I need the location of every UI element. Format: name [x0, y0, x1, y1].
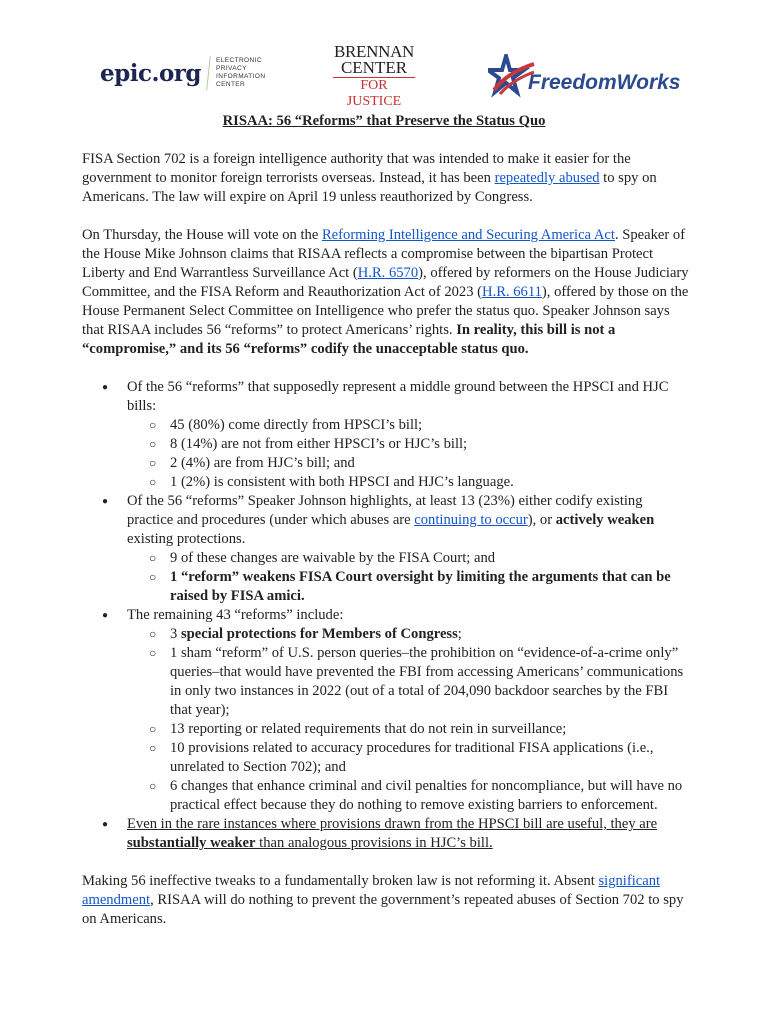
text-run: On Thursday, the House will vote on the — [82, 227, 322, 243]
text-run: 6 changes that enhance criminal and civil penalties for noncompliance, but will have no practical effect because they do nothing to remove existing barriers to enforcement. — [170, 778, 683, 813]
text-run: 8 (14%) are not from either HPSCI’s or HJC’s bill; — [170, 436, 468, 452]
list-item-text — [127, 815, 692, 853]
list-item — [82, 378, 692, 492]
inline-link[interactable]: H.R. 6611 — [482, 284, 542, 300]
list-item-text — [127, 378, 692, 416]
bold-text: In reality, this bill is not a “compromise,” and its 56 “reforms” codify the unacceptable status quo. — [82, 322, 616, 357]
inline-link[interactable]: repeatedly abused — [494, 170, 600, 186]
brennan-line2: CENTER — [333, 60, 415, 78]
text-run: ), offered by those on the House Permanent Select Committee on Intelligence who prefer the status quo. Speaker Johnson says that RISAA includes 56 “reforms” to protect Americans’ rights. — [82, 284, 689, 338]
sub-list-item — [127, 454, 692, 473]
sub-list — [127, 625, 692, 815]
text-run: existing protections. — [127, 531, 246, 547]
text-run: . Speaker of the House Mike Johnson claims that RISAA reflects a compromise between the bipartisan Protect Liberty and End Warrantless Surveillance Act ( — [82, 227, 686, 281]
text-run: ), offered by reformers on the House Judiciary Committee, and the FISA Reform and Reauthorization Act of 2023 ( — [82, 265, 689, 300]
epic-logo — [100, 56, 265, 90]
sub-list — [127, 416, 692, 492]
list-item — [82, 492, 692, 606]
inline-link[interactable]: continuing to occur — [414, 512, 528, 528]
text-run: ), or — [527, 512, 556, 528]
document-title: RISAA: 56 “Reforms” that Preserve the Status Quo — [222, 113, 546, 129]
text-run: 1 (2%) is consistent with both HPSCI and HJC’s language. — [170, 474, 514, 490]
tagline-line: ELECTRONIC — [216, 57, 262, 64]
sub-list — [127, 549, 692, 606]
logo-bar — [0, 42, 768, 109]
epic-logo-tagline — [216, 57, 265, 89]
text-run: Even in the rare instances where provisions drawn from the HPSCI bill are useful, they are — [127, 816, 658, 832]
freedomworks-logo — [488, 54, 681, 98]
sub-list-item — [127, 568, 692, 606]
logo-divider — [206, 56, 211, 90]
sub-list-item — [127, 416, 692, 435]
freedomworks-name: FreedomWorks — [528, 70, 681, 94]
inline-link[interactable]: H.R. 6570 — [357, 265, 419, 281]
text-run: than analogous provisions in HJC’s bill. — [255, 835, 493, 851]
list-item-text — [127, 492, 692, 549]
bold-text: substantially weaker — [127, 835, 256, 851]
text-run: Of the 56 “reforms” Speaker Johnson highlights, at least 13 (23%) either codify existing practice and procedures (under which abuses are — [127, 493, 643, 528]
closing-paragraph — [82, 872, 692, 929]
text-run: , RISAA will do nothing to prevent the government’s repeated abuses of Section 702 to spy on Americans. — [82, 892, 684, 927]
tagline-line: INFORMATION — [216, 73, 266, 80]
sub-list-item — [127, 739, 692, 777]
bold-text: 1 “reform” weakens FISA Court oversight by limiting the arguments that can be raised by FISA amici. — [170, 569, 671, 604]
sub-list-item — [127, 625, 692, 644]
text-run: FISA Section 702 is a foreign intelligence authority that was intended to make it easier for the government to monitor foreign terrorists overseas. Instead, it has been — [82, 151, 631, 186]
sub-list-item — [127, 473, 692, 492]
sub-list-item — [127, 720, 692, 739]
list-item — [82, 815, 692, 853]
text-run: 2 (4%) are from HJC’s bill; and — [170, 455, 355, 471]
reforms-list — [82, 378, 692, 853]
tagline-line: PRIVACY — [216, 65, 247, 72]
brennan-line3: FOR JUSTICE — [346, 78, 402, 109]
text-run: 1 sham “reform” of U.S. person queries–the prohibition on “evidence-of-a-crime only” queries–that would have prevented the FBI from accessing Americans’ communications in only two instances in 2022 (out of a total of 204,090 backdoor searches by the FBI that year); — [170, 645, 684, 718]
sub-list-item — [127, 644, 692, 720]
text-run: 13 reporting or related requirements that do not rein in surveillance; — [170, 721, 567, 737]
text-run: Of the 56 “reforms” that supposedly represent a middle ground between the HPSCI and HJC bills: — [127, 379, 669, 414]
text-run: 9 of these changes are waivable by the FISA Court; and — [170, 550, 496, 566]
inline-link[interactable]: Reforming Intelligence and Securing America Act — [321, 227, 615, 243]
text-run: to spy on Americans. The law will expire on April 19 unless reauthorized by Congress. — [82, 170, 657, 205]
brennan-line1: BRENNAN — [333, 42, 415, 61]
list-item — [82, 606, 692, 815]
sub-list-item — [127, 435, 692, 454]
sub-list-item — [127, 549, 692, 568]
sub-list-item — [127, 777, 692, 815]
bold-text: actively weaken — [555, 512, 655, 528]
inline-link[interactable]: significant amendment — [82, 873, 661, 908]
document-body — [82, 150, 692, 948]
text-run: 10 provisions related to accuracy procedures for traditional FISA applications (i.e., unrelated to Section 702); and — [170, 740, 654, 775]
context-paragraph — [82, 226, 692, 359]
list-item-text — [127, 606, 692, 625]
text-run: 45 (80%) come directly from HPSCI’s bill; — [170, 417, 423, 433]
brennan-center-logo — [333, 44, 415, 110]
text-run: Making 56 ineffective tweaks to a fundamentally broken law is not reforming it. Absent — [82, 873, 599, 889]
text-run: ; — [457, 626, 462, 642]
text-run: The remaining 43 “reforms” include: — [127, 607, 344, 623]
text-run: 3 — [170, 626, 181, 642]
intro-paragraph — [82, 150, 692, 207]
bold-text: special protections for Members of Congress — [180, 626, 458, 642]
tagline-line: CENTER — [216, 81, 246, 88]
epic-logo-name: epic.org — [100, 59, 202, 87]
